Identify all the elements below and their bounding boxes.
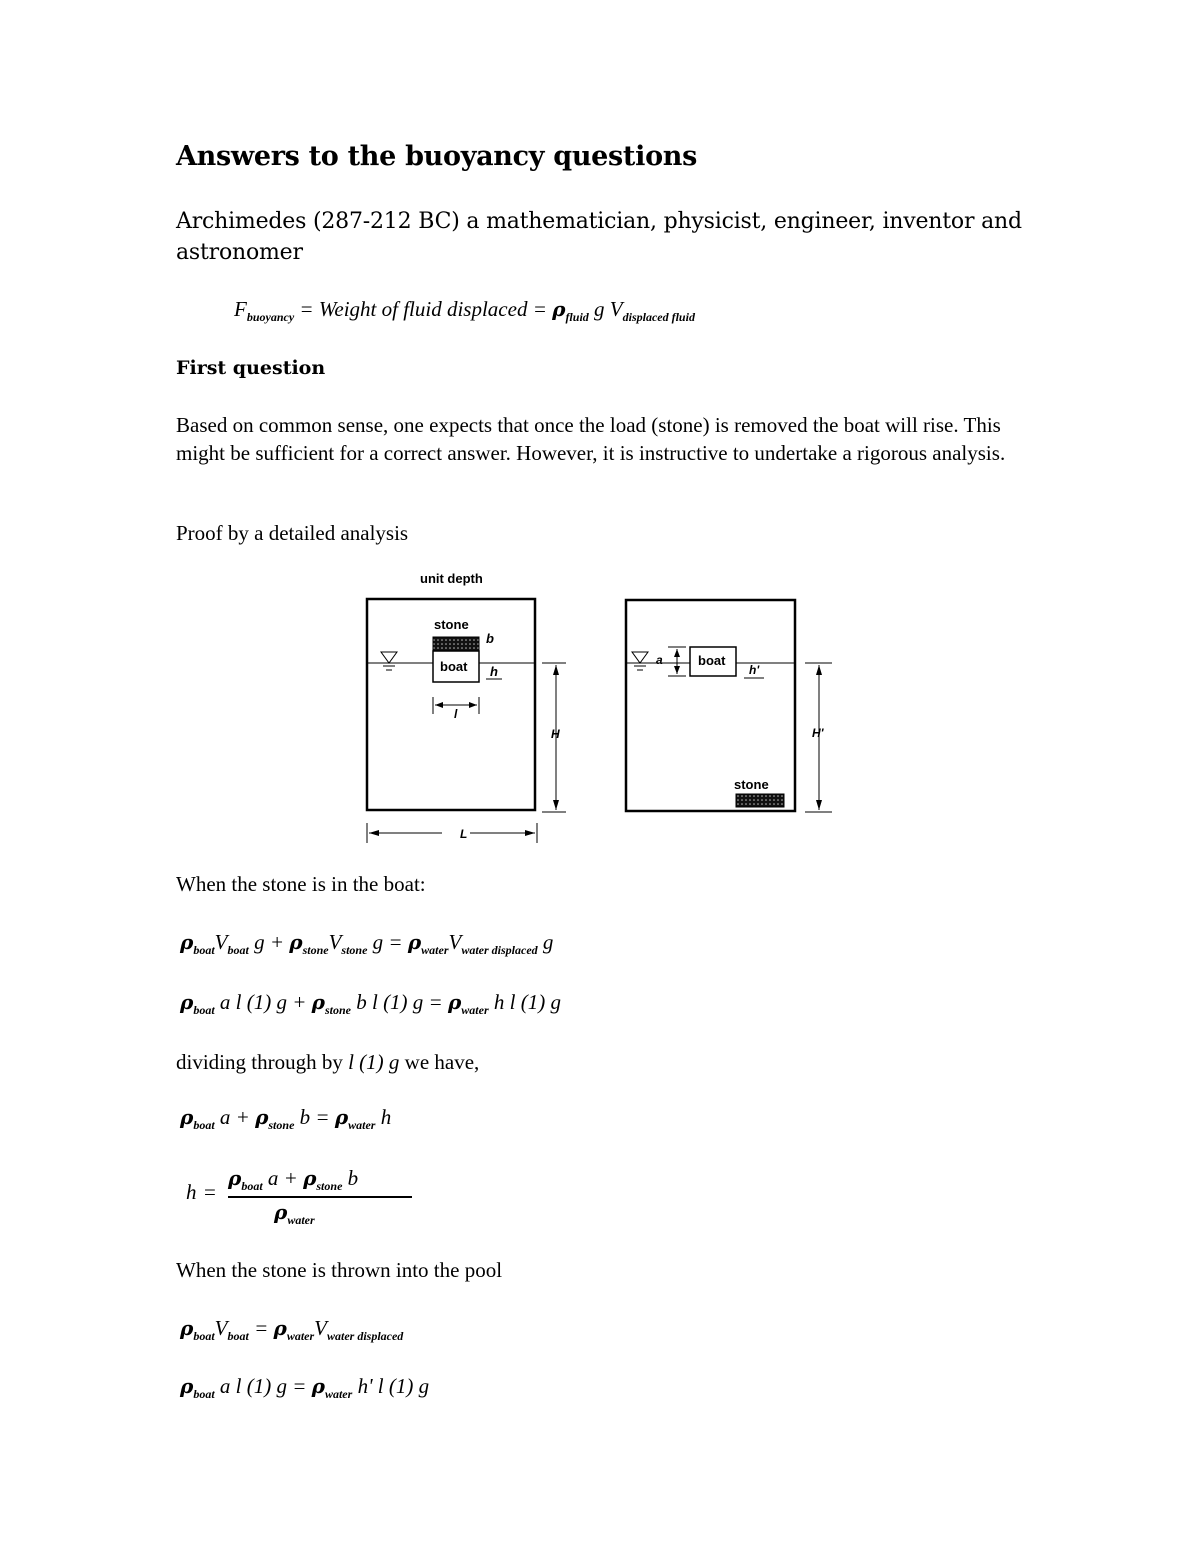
equation-2 xyxy=(180,990,561,1018)
eq5-V-boat-sub: boat xyxy=(227,1329,249,1343)
eq4-num2: b xyxy=(342,1166,359,1190)
formula-g: g xyxy=(588,297,610,321)
right-stone xyxy=(736,794,784,807)
rho-symbol: ρ xyxy=(447,990,462,1014)
formula-V: V xyxy=(609,297,623,321)
eq1-V-stone-sub: stone xyxy=(341,943,368,957)
formula-F-sub: buoyancy xyxy=(246,310,295,324)
left-water-symbol xyxy=(381,652,397,670)
paragraph: Based on common sense, one expects that once the load (stone) is removed the boat will rise. This might be sufficient for a correct answer. However, it is instructive to undertake a rigorous analysis. xyxy=(176,413,1006,465)
eq2-part2: b l (1) g = xyxy=(350,990,448,1014)
dividing-text-1: dividing through by xyxy=(176,1050,349,1074)
eq4-rho-boat-sub: boat xyxy=(241,1179,263,1193)
h-prime-label: h' xyxy=(749,663,760,677)
right-water-symbol xyxy=(632,652,648,670)
eq5-equals: = xyxy=(248,1316,274,1340)
eq6-rho-boat-sub: boat xyxy=(193,1387,215,1401)
H-label: H xyxy=(551,727,560,741)
rho-symbol: ρ xyxy=(311,990,325,1014)
eq5-V: V xyxy=(214,1316,228,1340)
rho-symbol: ρ xyxy=(228,1166,242,1190)
eq1-rho-stone-sub: stone xyxy=(302,943,329,957)
rho-symbol: ρ xyxy=(407,930,422,954)
rho-symbol: ρ xyxy=(289,930,303,954)
dividing-math: l (1) g xyxy=(348,1050,400,1074)
dividing-text xyxy=(176,1050,479,1075)
fraction-bar xyxy=(228,1196,412,1198)
h-label: h xyxy=(490,664,498,679)
equation-1 xyxy=(180,930,553,958)
eq3-part1: a + xyxy=(214,1105,256,1129)
formula-rho-sub: fluid xyxy=(565,310,589,324)
eq3-part2: b = xyxy=(294,1105,335,1129)
eq4-numerator xyxy=(228,1166,358,1194)
rho-symbol: ρ xyxy=(303,1166,317,1190)
left-boat-label: boat xyxy=(440,659,468,674)
a-dimension xyxy=(668,647,686,676)
right-stone-label: stone xyxy=(734,777,769,792)
eq1-g2: g = xyxy=(367,930,408,954)
formula-V-sub: displaced fluid xyxy=(622,310,695,324)
b-label: b xyxy=(486,631,494,646)
eq1-g3: g xyxy=(537,930,554,954)
eq2-part1: a l (1) g + xyxy=(214,990,312,1014)
H-prime-label: H' xyxy=(812,726,824,740)
eq2-rho-water-sub: water xyxy=(461,1003,489,1017)
eq6-part1: a l (1) g = xyxy=(214,1374,312,1398)
eq5-V-water-sub: water displaced xyxy=(326,1329,404,1343)
stone-in-boat-label: When the stone is in the boat: xyxy=(176,872,426,896)
rho-symbol: ρ xyxy=(552,297,566,321)
eq1-g1: g + xyxy=(248,930,290,954)
eq1-V-boat-sub: boat xyxy=(227,943,249,957)
eq4-rho-stone-sub: stone xyxy=(316,1179,343,1193)
eq2-part3: h l (1) g xyxy=(488,990,561,1014)
l-label: l xyxy=(454,707,458,721)
eq1-V-water-sub: water displaced xyxy=(461,943,538,957)
formula-middle: = Weight of fluid displaced = xyxy=(294,297,553,321)
eq4-num1: a + xyxy=(262,1166,304,1190)
rho-symbol: ρ xyxy=(180,990,194,1014)
left-stone xyxy=(433,637,479,651)
unit-depth-label: unit depth xyxy=(420,571,483,586)
stone-in-pool-label: When the stone is thrown into the pool xyxy=(176,1258,503,1282)
eq1-rho-water-sub: water xyxy=(421,943,449,957)
eq4-rho-water-sub: water xyxy=(287,1213,315,1227)
right-tank xyxy=(626,600,795,811)
eq3-part3: h xyxy=(375,1105,392,1129)
eq2-rho-boat-sub: boat xyxy=(193,1003,215,1017)
rho-symbol: ρ xyxy=(180,930,194,954)
buoyancy-diagram xyxy=(340,566,850,856)
left-stone-label: stone xyxy=(434,617,469,632)
eq6-part2: h' l (1) g xyxy=(352,1374,430,1398)
rho-symbol: ρ xyxy=(180,1316,194,1340)
proof-label: Proof by a detailed analysis xyxy=(176,521,409,545)
equation-3 xyxy=(180,1105,391,1133)
eq5-V-2: V xyxy=(314,1316,327,1340)
eq3-rho-boat-sub: boat xyxy=(193,1118,215,1132)
rho-symbol: ρ xyxy=(255,1105,269,1129)
a-label: a xyxy=(656,653,663,667)
eq3-rho-stone-sub: stone xyxy=(268,1118,295,1132)
equation-5 xyxy=(180,1316,403,1344)
buoyancy-formula xyxy=(234,297,695,325)
eq1-V: V xyxy=(214,930,228,954)
rho-symbol: ρ xyxy=(334,1105,349,1129)
rho-symbol: ρ xyxy=(273,1316,287,1340)
rho-symbol: ρ xyxy=(274,1200,288,1224)
L-label: L xyxy=(460,827,468,841)
L-dimension xyxy=(367,823,537,843)
eq1-V-3: V xyxy=(448,930,462,954)
eq2-rho-stone-sub: stone xyxy=(324,1003,351,1017)
eq6-rho-water-sub: water xyxy=(324,1387,353,1401)
page-title: Answers to the buoyancy questions xyxy=(176,141,698,172)
rho-symbol: ρ xyxy=(180,1374,194,1398)
subtitle: Archimedes (287-212 BC) a mathematician, physicist, engineer, inventor and astronomer xyxy=(176,209,1022,265)
equation-6 xyxy=(180,1374,429,1402)
eq5-rho-water-sub: water xyxy=(286,1329,315,1343)
eq1-rho-boat-sub: boat xyxy=(193,943,215,957)
rho-symbol: ρ xyxy=(311,1374,325,1398)
eq4-denominator xyxy=(274,1200,315,1228)
eq4-h: h xyxy=(186,1180,197,1204)
right-boat-label: boat xyxy=(698,653,726,668)
eq1-V-2: V xyxy=(328,930,342,954)
eq4-equals: = xyxy=(204,1180,216,1204)
first-question-heading: First question xyxy=(176,357,326,379)
dividing-text-2: we have, xyxy=(399,1050,480,1074)
eq5-rho-boat-sub: boat xyxy=(193,1329,215,1343)
formula-F: F xyxy=(234,297,247,321)
rho-symbol: ρ xyxy=(180,1105,194,1129)
eq3-rho-water-sub: water xyxy=(348,1118,376,1132)
